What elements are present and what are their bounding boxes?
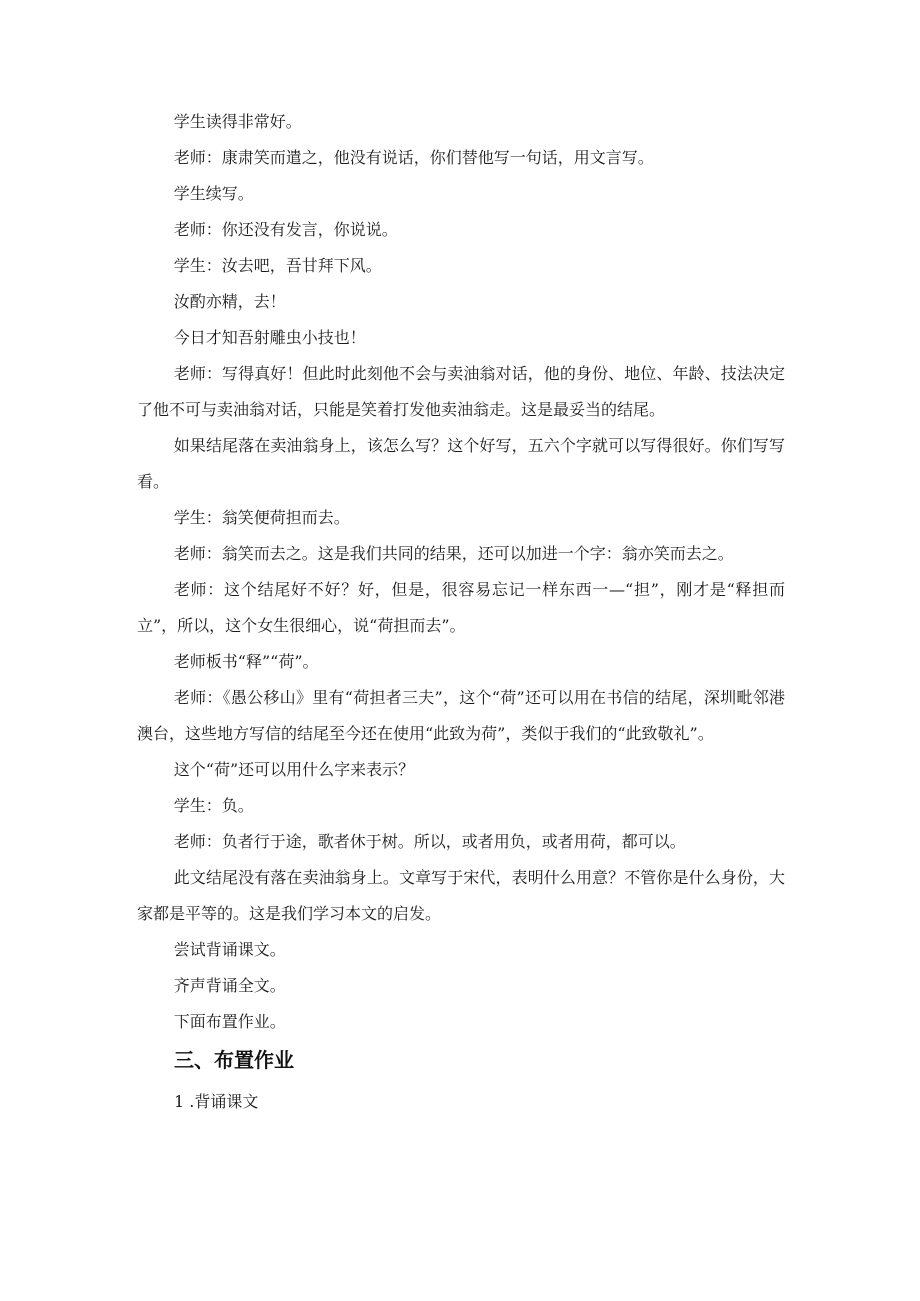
paragraph: 学生：汝去吧，吾甘拜下风。 <box>173 256 382 275</box>
paragraph: 学生读得非常好。 <box>173 112 302 131</box>
paragraph: 老师：《愚公移山》里有“荷担者三夫”，这个“荷”还可以用在书信的结尾，深圳毗邻港澳台，这些地方写信的结尾至今还在使用“此致为荷”，类似于我们的“此致敬礼”。 <box>137 688 785 743</box>
paragraph: 学生：翁笑便荷担而去。 <box>173 508 350 527</box>
homework-list-item: 1 .背诵课文 <box>174 1092 259 1111</box>
paragraph: 学生：负。 <box>173 796 254 815</box>
paragraph: 老师：你还没有发言，你说说。 <box>173 220 398 239</box>
paragraph: 老师：负者行于途，歌者休于树。所以，或者用负，或者用荷，都可以。 <box>173 832 686 851</box>
section-heading: 三、布置作业 <box>174 1048 294 1072</box>
paragraph: 尝试背诵课文。 <box>173 940 286 959</box>
paragraph: 学生续写。 <box>173 184 254 203</box>
paragraph: 今日才知吾射雕虫小技也！ <box>173 328 366 347</box>
paragraph: 老师：康肃笑而遣之，他没有说话，你们替他写一句话，用文言写。 <box>173 148 654 167</box>
paragraph: 此文结尾没有落在卖油翁身上。文章写于宋代，表明什么用意？不管你是什么身份，大家都是平等的。这是我们学习本文的启发。 <box>137 868 785 923</box>
paragraph: 老师板书“释”“荷”。 <box>173 652 319 671</box>
paragraph: 老师：这个结尾好不好？好，但是，很容易忘记一样东西一—“担”，刚才是“释担而立”，所以，这个女生很细心，说“荷担而去”。 <box>137 580 785 635</box>
document-page <box>137 104 785 1120</box>
paragraph: 老师：翁笑而去之。这是我们共同的结果，还可以加进一个字：翁亦笑而去之。 <box>173 544 734 563</box>
paragraph: 汝酌亦精，去！ <box>173 292 286 311</box>
paragraph: 老师：写得真好！但此时此刻他不会与卖油翁对话，他的身份、地位、年龄、技法决定了他不可与卖油翁对话，只能是笑着打发他卖油翁走。这是最妥当的结尾。 <box>137 364 785 419</box>
paragraph: 齐声背诵全文。 <box>173 976 286 995</box>
paragraph: 下面布置作业。 <box>173 1012 286 1031</box>
paragraph: 如果结尾落在卖油翁身上，该怎么写？这个好写，五六个字就可以写得很好。你们写写看。 <box>137 436 785 491</box>
paragraph: 这个“荷”还可以用什么字来表示？ <box>173 760 415 779</box>
